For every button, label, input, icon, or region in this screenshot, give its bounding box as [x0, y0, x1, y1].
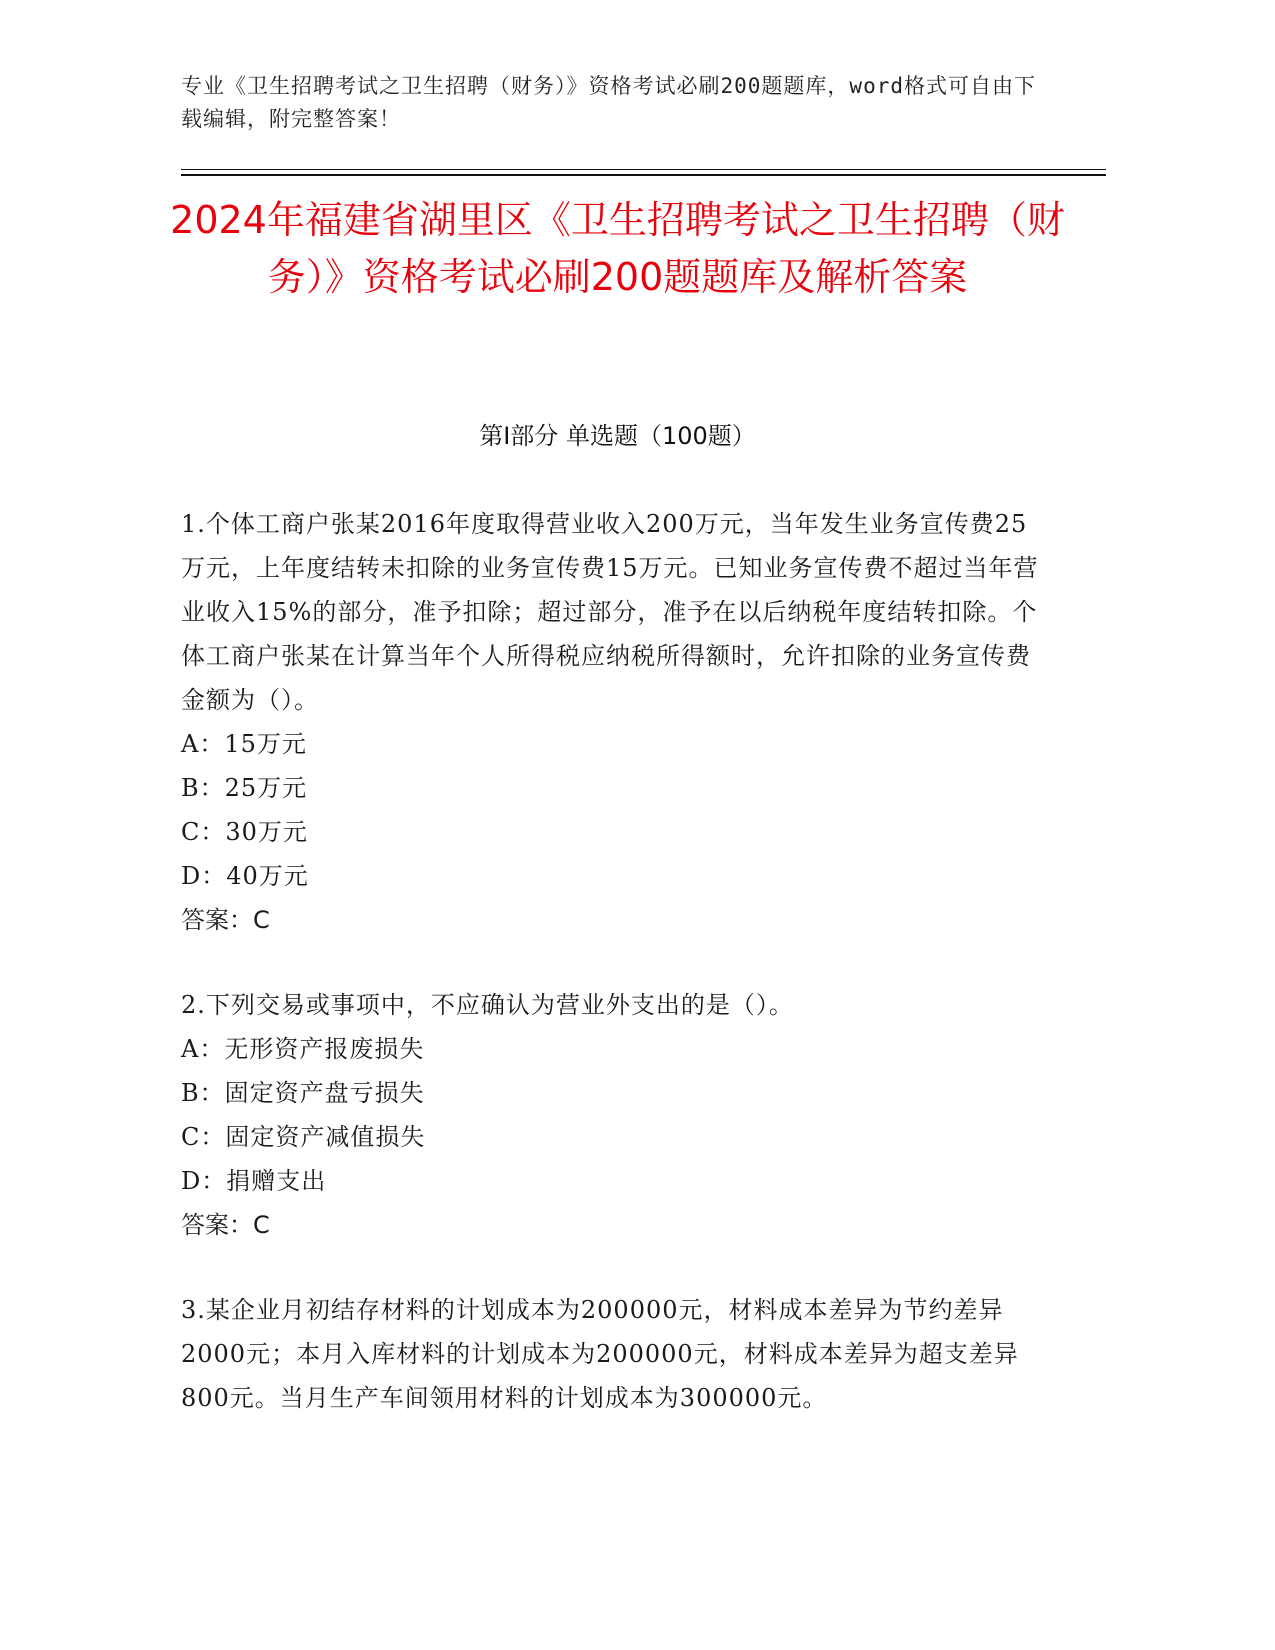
option-b: B：固定资产盘亏损失	[181, 1079, 425, 1107]
option-a: A：15万元	[181, 730, 307, 758]
question-stem: 3.某企业月初结存材料的计划成本为200000元，材料成本差异为节约差异2000元；本月入库材料的计划成本为200000元，材料成本差异为超支差异800元。当月生产车间领用材料的计划成本为300000元。	[181, 1296, 1019, 1412]
header-divider-thick	[181, 174, 1106, 176]
question-list	[181, 502, 1051, 1461]
answer-line: 答案：C	[181, 906, 270, 934]
header-note: 专业《卫生招聘考试之卫生招聘（财务）》资格考试必刷200题题库，word格式可自由下载编辑，附完整答案！	[181, 74, 1036, 131]
question-stem: 1.个体工商户张某2016年度取得营业收入200万元，当年发生业务宣传费25万元，上年度结转未扣除的业务宣传费15万元。已知业务宣传费不超过当年营业收入15%的部分，准予扣除；超过部分，准予在以后纳税年度结转扣除。个体工商户张某在计算当年个人所得税应纳税所得额时，允许扣除的业务宣传费金额为（）。	[181, 510, 1039, 714]
answer-line: 答案：C	[181, 1211, 270, 1239]
question-2	[181, 983, 1051, 1247]
question-3	[181, 1288, 1051, 1420]
section-title: 第Ⅰ部分 单选题（100题）	[479, 422, 756, 450]
document-title: 2024年福建省湖里区《卫生招聘考试之卫生招聘（财务）》资格考试必刷200题题库及解析答案	[170, 198, 1065, 299]
option-list	[181, 1027, 1051, 1203]
option-b: B：25万元	[181, 774, 308, 802]
option-c: C：固定资产减值损失	[181, 1123, 426, 1151]
question-stem: 2.下列交易或事项中，不应确认为营业外支出的是（）。	[181, 991, 794, 1019]
option-d: D：捐赠支出	[181, 1167, 327, 1195]
option-c: C：30万元	[181, 818, 308, 846]
option-a: A：无形资产报废损失	[181, 1035, 425, 1063]
header-divider-thin	[181, 169, 1106, 170]
option-d: D：40万元	[181, 862, 309, 890]
option-list	[181, 722, 1051, 898]
question-1	[181, 502, 1051, 942]
